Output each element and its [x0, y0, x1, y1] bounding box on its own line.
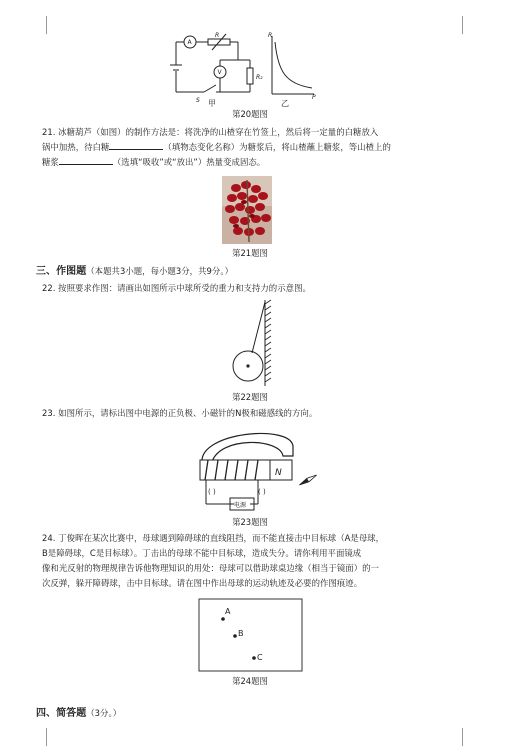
question-21-line-2	[42, 140, 472, 155]
switch-label: S	[196, 97, 200, 104]
figure-21-photo	[222, 176, 272, 244]
question-23-text: 23. 如图所示，请标出图中电源的正负极、小磁针的N极和磁感线的方向。	[42, 408, 318, 418]
figure-20-label-yi: 乙	[281, 99, 289, 108]
figure-24-billiard-table	[198, 598, 304, 674]
question-24-line-2: B是障碍球，C是目标球）。丁击出的母球不能中目标球，造成失分。请你利用平面镜成	[42, 548, 362, 558]
answer-blank-21-2[interactable]	[59, 155, 113, 165]
ball-a-label: A	[225, 607, 231, 616]
ball-c	[252, 656, 256, 660]
question-21-line-1: 21. 冰糖葫芦（如图）的制作方法是：将洗净的山楂穿在竹签上，然后将一定量的白糖放入	[42, 127, 379, 137]
answer-blank-21-1[interactable]	[109, 140, 163, 150]
graph-y-label: R	[268, 32, 273, 39]
question-21-text-2a: 锅中加热，待白糖	[42, 142, 110, 152]
figure-20-label-jia: 甲	[208, 99, 216, 108]
ball-a	[221, 617, 225, 621]
corner-mark-bottom-left	[28, 728, 47, 746]
corner-mark-top-right	[462, 16, 481, 34]
power-pole-left-blank[interactable]: ( )	[208, 488, 216, 496]
power-pole-right-blank[interactable]: ( )	[258, 488, 266, 496]
ball-b	[233, 634, 237, 638]
ball-b-label: B	[238, 629, 244, 638]
section-3-heading	[36, 264, 466, 279]
figure-20-circuit	[168, 30, 318, 108]
power-source-label: 电源	[234, 502, 247, 509]
figure-22-caption: 第22题图	[232, 392, 268, 402]
section-3-title: 三、作图题	[36, 266, 87, 277]
figure-20-graph	[272, 36, 314, 94]
figure-24-caption: 第24题图	[232, 676, 268, 686]
section-4-heading	[36, 706, 466, 721]
question-21-text-3b: （选填“吸收”或“放出”）热量变成固态。	[112, 157, 266, 167]
section-4-title: 四、简答题	[36, 708, 87, 719]
question-22-text: 22. 按照要求作图：请画出如图所示中球所受的重力和支持力的示意图。	[42, 283, 311, 293]
figure-22-ball-on-wall	[224, 298, 280, 390]
figure-21-caption: 第21题图	[232, 248, 268, 258]
voltmeter-label: V	[217, 69, 222, 76]
pole-n-label: N	[275, 468, 282, 478]
question-24-line-1: 24. 丁俊晖在某次比赛中，母球遇到障碍球的直线阻挡，而不能直接击中目标球（A是母球，	[42, 533, 385, 543]
question-21-text-3a: 糖浆	[42, 157, 59, 167]
figure-20-caption: 第20题图	[232, 109, 268, 119]
corner-mark-bottom-right	[462, 728, 481, 746]
question-24-line-3: 像和光反射的物理规律告诉他物理知识的用处：母球可以借助球桌边缘（相当于镜面）的一	[42, 563, 379, 573]
corner-mark-top-left	[28, 16, 47, 34]
question-24-line-4: 次反弹，躲开障碍球，击中目标球。请在图中作出母球的运动轨迹及必要的作图痕迹。	[42, 578, 363, 588]
question-21-text-2b: （填物态变化名称）为糖浆后，将山楂蘸上糖浆，等山楂上的	[163, 142, 391, 152]
ammeter-label: A	[187, 39, 192, 46]
question-21-line-3	[42, 155, 472, 170]
resistor-label: R₂	[256, 74, 263, 81]
ball-c-label: C	[257, 653, 263, 662]
section-4-note: （3分。）	[86, 708, 122, 718]
figure-23-caption: 第23题图	[232, 517, 268, 527]
figure-23-electromagnet	[190, 424, 322, 516]
section-3-note: （本题共3小题，每小题3分，共9分。）	[86, 266, 233, 276]
rheostat-label: R	[215, 32, 220, 39]
graph-x-label: P	[312, 94, 316, 101]
